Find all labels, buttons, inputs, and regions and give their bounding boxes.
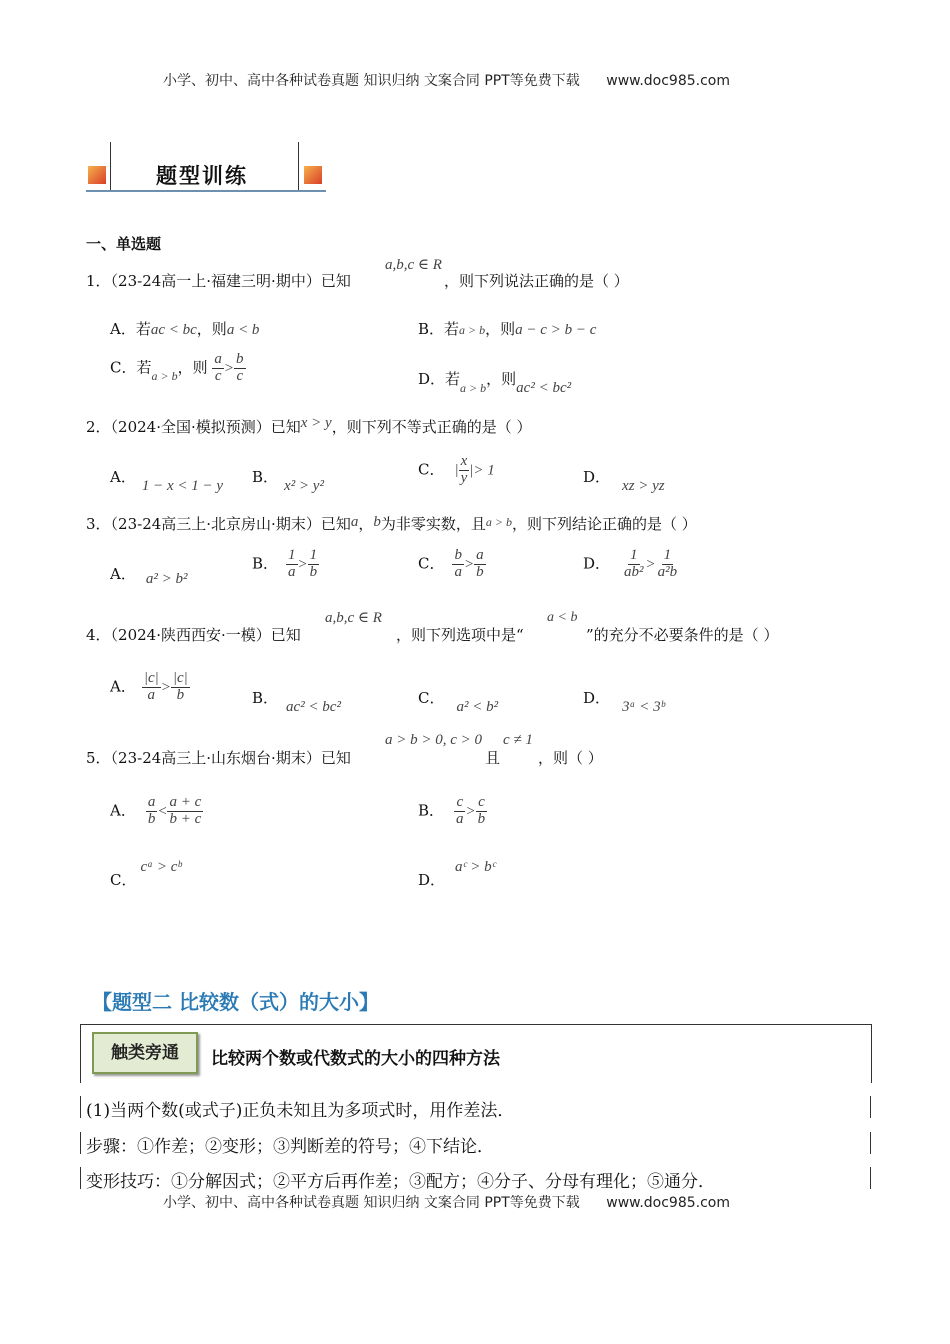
tip-button[interactable]: 触类旁通: [92, 1032, 198, 1074]
q3-number: 3．: [86, 515, 111, 533]
q4-math2: a < b: [547, 610, 578, 625]
tip-left-bar-2: [80, 1132, 81, 1154]
tip-right-bar-1: [870, 1096, 871, 1118]
q3-option-a[interactable]: A． a² > b²: [110, 565, 188, 587]
q4-mid: ，则下列选项中是“: [396, 626, 524, 644]
q4-number: 4．: [86, 626, 111, 644]
question-1: [86, 270, 351, 291]
tip-left-bar-1: [80, 1096, 81, 1118]
q5-tail: ，则（ ）: [538, 749, 603, 767]
q2-source: （2024·全国·模拟预测）已知: [110, 418, 301, 436]
q2-option-c[interactable]: C． | $\frac{x}{y}$ |> 1: [418, 453, 495, 486]
q4-option-b[interactable]: B． ac² < bc²: [252, 689, 341, 715]
q2-option-b[interactable]: B． x² > y²: [252, 468, 324, 494]
q1-option-b[interactable]: B．若a > b，则a − c > b − c: [418, 320, 597, 338]
tip-title: 比较两个数或代数式的大小的四种方法: [211, 1049, 500, 1069]
tip-right-bar-2: [870, 1132, 871, 1154]
q3-option-b[interactable]: B． $\frac{1}{a}$ > $\frac{1}{b}$: [252, 547, 318, 580]
q5-source: （23-24高三上·山东烟台·期末）已知: [110, 749, 351, 767]
q5-option-d[interactable]: D．aᶜ > bᶜ: [418, 859, 496, 889]
q1c-frac-b: $\frac{b}{c}$: [236, 351, 244, 384]
q3-option-d[interactable]: D． $\frac{1}{\text{ab²}}$ > $\frac{1}{\text{a²b}}$: [583, 547, 678, 580]
footer-text: 小学、初中、高中各种试卷真题 知识归纳 文案合同 PPT等免费下载: [163, 1195, 580, 1211]
q1-option-c[interactable]: C．若$_{a > b}$，则 $\frac{a}{c}$ > $\frac{b}{c}$: [110, 351, 244, 384]
q2c-frac: $\frac{x}{y}$: [460, 453, 468, 486]
banner-underline: [86, 190, 326, 192]
question-5: [86, 747, 351, 768]
banner-title: 题型训练: [156, 163, 248, 188]
tip-left-bar-3: [80, 1167, 81, 1189]
q2-math: x > y: [300, 415, 332, 431]
q4-math: a,b,c ∈ R: [325, 610, 382, 626]
q1c-frac-a: $\frac{a}{c}$: [214, 351, 222, 384]
q4-option-a[interactable]: A． $\frac{|c|}{a}$ > $\frac{|c|}{b}$: [110, 670, 188, 703]
q3-source: （23-24高三上·北京房山·期末）已知: [110, 515, 351, 533]
q1-number: 1．: [86, 272, 111, 290]
question-4: [86, 624, 301, 645]
q4-option-d[interactable]: D． 3ᵃ < 3ᵇ: [583, 689, 665, 715]
tip-line-2: 步骤：①作差；②变形；③判断差的符号；④下结论．: [86, 1137, 494, 1157]
q1-tail: ，则下列说法正确的是（ ）: [444, 272, 629, 290]
q2-option-a[interactable]: A． 1 − x < 1 − y: [110, 468, 224, 494]
banner-left-square: [88, 166, 106, 184]
q5-number: 5．: [86, 749, 111, 767]
q2-number: 2．: [86, 418, 111, 436]
q1-source: （23-24高一上·福建三明·期中）已知: [110, 272, 351, 290]
question-3: 3．（23-24高三上·北京房山·期末）已知a，b为非零实数，且$^{a > b}$，则下列结论正确的是（ ）: [86, 514, 697, 533]
q1-option-d[interactable]: D．若$_{a > b}$，则ac² < bc²: [418, 370, 572, 396]
q1-math: a,b,c ∈ R: [385, 257, 442, 273]
tip-line-3: 变形技巧：①分解因式；②平方后再作差；③配方；④分子、分母有理化；⑤通分．: [86, 1172, 715, 1192]
tip-line-1: (1)当两个数(或式子)正负未知且为多项式时，用作差法．: [86, 1101, 515, 1121]
banner-right-square: [304, 166, 322, 184]
q5-mid: 且: [485, 749, 501, 767]
banner-left-line: [110, 142, 111, 192]
question-2: [86, 416, 531, 437]
q5-math: a > b > 0, c > 0: [385, 732, 483, 748]
q5-option-c[interactable]: C．cᵃ > cᵇ: [110, 859, 182, 889]
section1-title: 一、单选题: [86, 235, 162, 253]
footer-url: www.doc985.com: [606, 1195, 730, 1211]
header-url: www.doc985.com: [606, 73, 730, 89]
page-footer: [163, 1192, 730, 1212]
section-banner: [86, 142, 326, 192]
section2-title: 【题型二 比较数（式）的大小】: [92, 990, 379, 1014]
q4-source: （2024·陕西西安·一模）已知: [110, 626, 301, 644]
q4-option-c[interactable]: C． a² < b²: [418, 689, 499, 715]
header-text: 小学、初中、高中各种试卷真题 知识归纳 文案合同 PPT等免费下载: [163, 73, 580, 89]
q1-option-a[interactable]: A．若ac < bc，则a < b: [110, 320, 260, 338]
q2-option-d[interactable]: D． xz > yz: [583, 468, 665, 494]
q5-option-b[interactable]: B． $\frac{c}{a}$ > $\frac{c}{b}$: [418, 794, 486, 827]
q4-tail: ”的充分不必要条件的是（ ）: [586, 626, 779, 644]
q3-option-c[interactable]: C． $\frac{b}{a}$ > $\frac{a}{b}$: [418, 547, 484, 580]
page-header: [163, 70, 730, 90]
banner-right-line: [298, 142, 299, 192]
q2-tail: ，则下列不等式正确的是（ ）: [331, 418, 532, 436]
tip-right-bar-3: [870, 1167, 871, 1189]
q5-option-a[interactable]: A． $\frac{a}{b}$ < $\frac{a + c}{b + c}$: [110, 794, 202, 827]
q5-math2: c ≠ 1: [503, 732, 533, 748]
